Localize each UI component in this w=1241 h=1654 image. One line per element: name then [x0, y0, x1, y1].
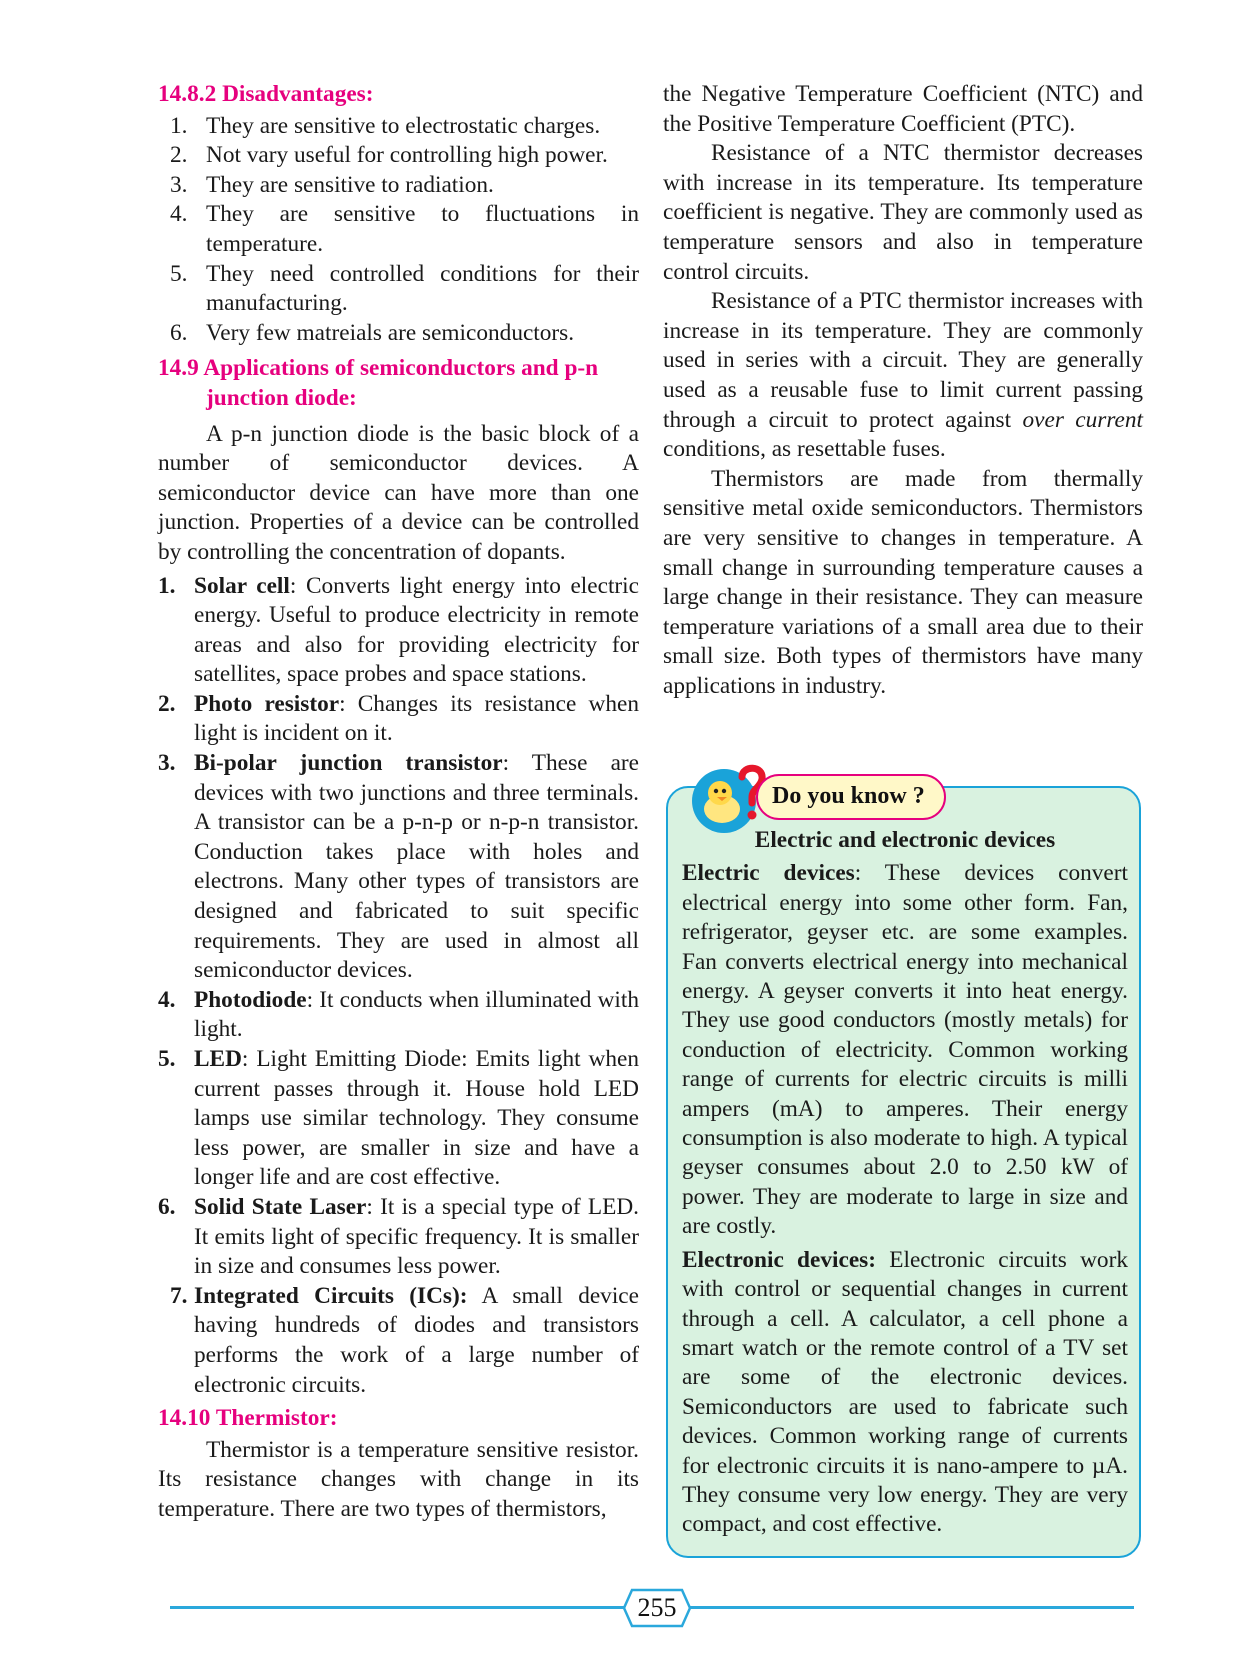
list-item: 3. Bi-polar junction transistor: These are devices with two junctions and three terminals. A transistor can be a p-n-p or n-p-n transistor. Conduction takes place with holes and electrons. Many other types of transistors are designed and fabricated to suit specific requirements. They are used in almost all semiconductor devices. — [158, 750, 640, 984]
list-item: 2. Not vary useful for controlling high power. — [170, 142, 608, 169]
list-item: 4. They are sensitive to fluctuations in temperature. — [170, 201, 639, 257]
thermistor-heading: 14.10 Thermistor: — [158, 1405, 338, 1432]
list-item: 6. Solid State Laser: It is a special type of LED. It emits light of specific frequency. It is smaller in size and consumes less power. — [158, 1193, 639, 1280]
electronic-devices-paragraph: Electronic devices: Electronic circuits work with control or sequential changes in current through a cell. A calculator, a cell phone a smart watch or the remote control of a TV set are some of the electronic devices. Semiconductors are used to fabricate such devices. Common working range of currents for electronic circuits it is nano-ampere to µA. They consume very low energy. They are very compact, and cost effective. — [682, 1246, 1128, 1538]
electric-devices-paragraph: Electric devices: These devices convert electrical energy into some other form. Fan, refrigerator, geyser etc. are some examples. Fan converts electrical energy into mechanical energy. A geyser converts it into heat energy. They use good conductors (mostly metals) for conduction of electricity. Common working range of currents for electric circuits is milli ampers (mA) to amperes. Their energy consumption is also moderate to high. A typical geyser consumes about 2.0 to 2.50 kW of power. They are moderate to large in size and are costly. — [682, 860, 1128, 1240]
footer-rule-right — [678, 1606, 1134, 1609]
list-item: 4. Photodiode: It conducts when illuminated with light. — [158, 986, 639, 1043]
applications-list — [158, 572, 639, 1401]
paragraph: the Negative Temperature Coefficient (NTC) and the Positive Temperature Coefficient (PTC). — [663, 81, 1143, 137]
list-item: 6. Very few matreials are semiconductors. — [170, 319, 575, 346]
applications-heading: 14.9 Applications of semiconductors and p-n junction diode: — [158, 355, 599, 411]
right-column — [663, 80, 1143, 701]
footer-rule-left — [170, 1606, 626, 1609]
list-item: 7. Integrated Circuits (ICs): A small device having hundreds of diodes and transistors performs the work of a large number of electronic circuits. — [170, 1282, 639, 1398]
list-item: 1. They are sensitive to electrostatic charges. — [170, 112, 601, 139]
thermistor-intro: Thermistor is a temperature sensitive resistor. Its resistance changes with change in its temperature. There are two types of thermistors, — [158, 1436, 639, 1522]
applications-intro: A p-n junction diode is the basic block of a number of semiconductor devices. A semiconductor device can have more than one junction. Properties of a device can be controlled by controlling the concentration of dopants. — [158, 420, 639, 565]
list-item: 5. They need controlled conditions for their manufacturing. — [170, 260, 639, 317]
disadvantages-list — [158, 112, 639, 349]
list-item: 1. Solar cell: Converts light energy into electric energy. Useful to produce electricity in remote areas and also for providing electricity for satellites, space probes and space stations. — [158, 572, 639, 688]
page-number: 255 — [637, 1593, 677, 1622]
do-you-know-content — [682, 826, 1128, 1544]
paragraph: Thermistors are made from thermally sensitive metal oxide semiconductors. Thermistors are very sensitive to changes in temperature. A small change in surrounding temperature causes a large change in their resistance. They can measure temperature variations of a small area due to their small size. Both types of thermistors have many applications in industry. — [663, 465, 1143, 699]
do-you-know-title: Do you know ? — [756, 774, 946, 820]
list-item: 2. Photo resistor: Changes its resistance when light is incident on it. — [158, 690, 639, 747]
paragraph: Resistance of a PTC thermistor increases with increase in its temperature. They are commonly used in series with a circuit. They are generally used as a reusable fuse to limit current passing through a circuit to protect against over current conditions, as resettable fuses. — [663, 288, 1143, 463]
disadvantages-heading: 14.8.2 Disadvantages: — [158, 81, 374, 107]
left-column — [158, 80, 639, 1525]
list-item: 3. They are sensitive to radiation. — [170, 171, 494, 198]
do-you-know-subtitle: Electric and electronic devices — [754, 827, 1056, 853]
list-item: 5. LED: Light Emitting Diode: Emits light when current passes through it. House hold LED lamps use similar technology. They consume less power, are smaller in size and have a longer life and are cost effective. — [158, 1046, 639, 1191]
paragraph: Resistance of a NTC thermistor decreases with increase in its temperature. Its temperature coefficient is negative. They are commonly used as temperature sensors and also in temperature control circuits. — [663, 140, 1143, 285]
